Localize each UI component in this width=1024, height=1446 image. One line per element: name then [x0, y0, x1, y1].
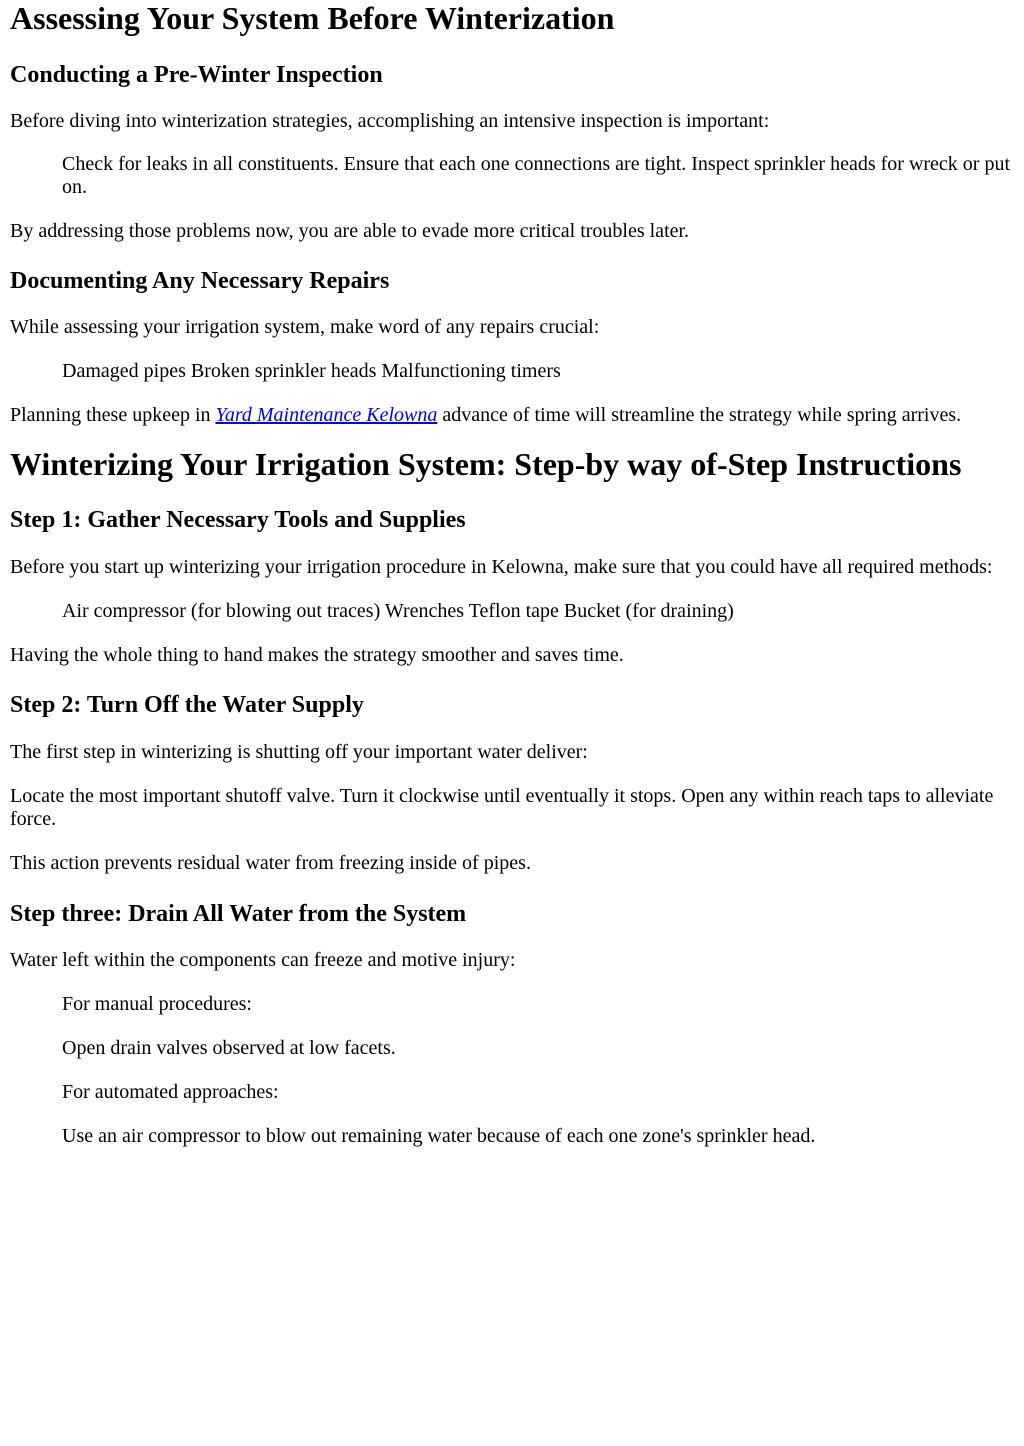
step1-outro: Having the whole thing to hand makes the strategy smoother and saves time. — [10, 644, 624, 666]
subheading-step-1: Step 1: Gather Necessary Tools and Supplies — [10, 507, 466, 533]
step2-body: Locate the most important shutoff valve. Turn it clockwise until eventually it stops. Open any within reach taps to alleviate force. — [10, 785, 994, 830]
step3-item-manual-detail: Open drain valves observed at low facets. — [62, 1037, 396, 1059]
repairs-outro-after: advance of time will streamline the strategy while spring arrives. — [437, 404, 962, 426]
step3-item-manual: For manual procedures: — [62, 993, 252, 1015]
yard-maintenance-kelowna-link[interactable]: Yard Maintenance Kelowna — [215, 404, 438, 426]
subheading-step-2: Step 2: Turn Off the Water Supply — [10, 692, 364, 718]
repairs-outro — [10, 404, 1014, 427]
step2-intro: The first step in winterizing is shutting off your important water deliver: — [10, 741, 588, 763]
repairs-list: Damaged pipes Broken sprinkler heads Malfunctioning timers — [62, 360, 561, 382]
step3-intro: Water left within the components can freeze and motive injury: — [10, 949, 516, 971]
step1-intro: Before you start up winterizing your irrigation procedure in Kelowna, make sure that you could have all required methods: — [10, 556, 993, 578]
inspection-intro: Before diving into winterization strategies, accomplishing an intensive inspection is important: — [10, 110, 770, 132]
subheading-documenting-repairs: Documenting Any Necessary Repairs — [10, 268, 390, 294]
step2-outro: This action prevents residual water from freezing inside of pipes. — [10, 852, 531, 874]
section-heading-winterizing-steps: Winterizing Your Irrigation System: Step-by way of-Step Instructions — [10, 446, 962, 482]
step3-item-automated: For automated approaches: — [62, 1081, 279, 1103]
repairs-outro-before: Planning these upkeep in — [10, 404, 216, 426]
repairs-intro: While assessing your irrigation system, make word of any repairs crucial: — [10, 316, 600, 338]
subheading-pre-winter-inspection: Conducting a Pre-Winter Inspection — [10, 62, 383, 88]
inspection-outro: By addressing those problems now, you are able to evade more critical troubles later. — [10, 220, 690, 242]
subheading-step-3: Step three: Drain All Water from the System — [10, 901, 467, 927]
step1-tools-list: Air compressor (for blowing out traces) Wrenches Teflon tape Bucket (for draining) — [62, 600, 734, 622]
inspection-checklist: Check for leaks in all constituents. Ensure that each one connections are tight. Inspect sprinkler heads for wreck or put on. — [62, 153, 1011, 198]
step3-item-automated-detail: Use an air compressor to blow out remaining water because of each one zone's sprinkler head. — [62, 1125, 816, 1147]
section-heading-assessing: Assessing Your System Before Winterization — [10, 0, 615, 36]
